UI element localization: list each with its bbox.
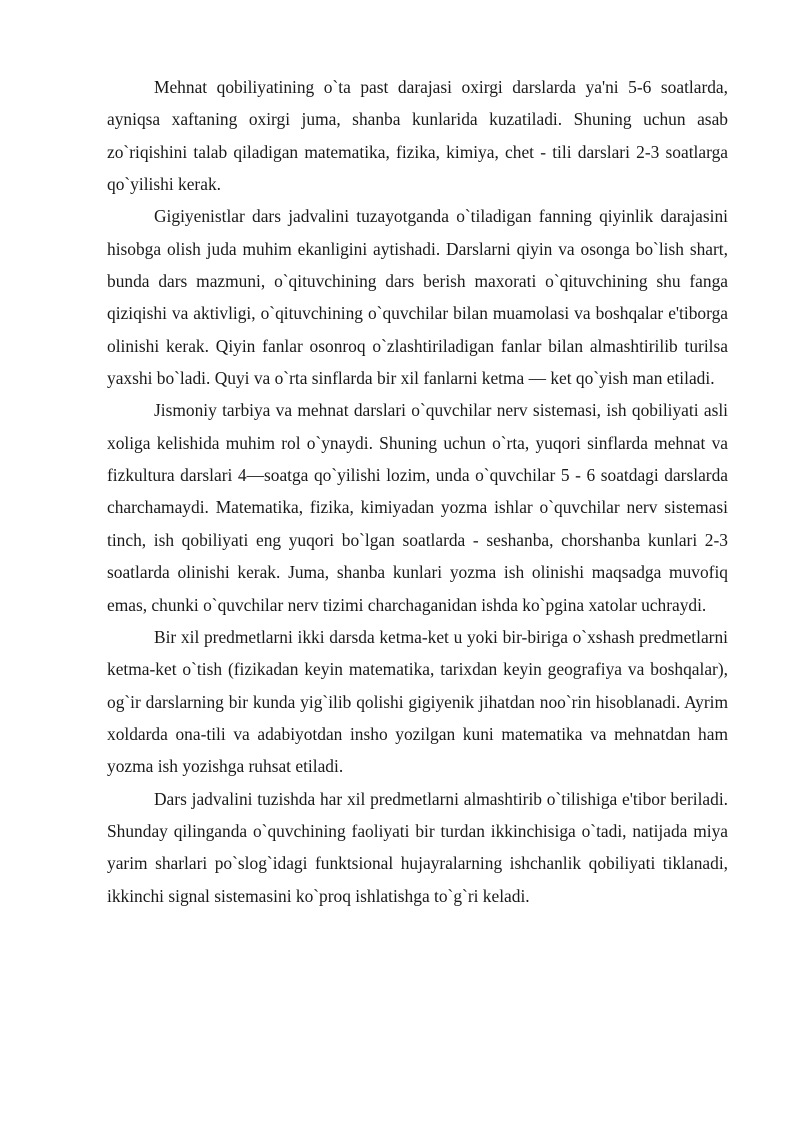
paragraph: Dars jadvalini tuzishda har xil predmetlarni almashtirib o`tilishiga e'tibor beriladi. Shunday qilinganda o`quvchining faoliyati bir turdan ikkinchisiga o`tadi, natijada miya yarim sharlari po`slog`idagi funktsional hujayralarning ishchanlik qobiliyati tiklanadi, ikkinchi signal sistemasini ko`proq ishlatishga to`g`ri keladi.: [107, 788, 728, 906]
paragraph: Jismoniy tarbiya va mehnat darslari o`quvchilar nerv sistemasi, ish qobiliyati asli xoliga kelishida muhim rol o`ynaydi. Shuning uchun o`rta, yuqori sinflarda mehnat va fizkultura darslari 4—soatga qo`yilishi lozim, unda o`quvchilar 5 - 6 soatdagi darslarda charchamaydi. Matematika, fizika, kimiyadan yozma ishlar o`quvchilar nerv sistemasi tinch, ish qobiliyati eng yuqori bo`lgan soatlarda - seshanba, chorshanba kunlari 2-3 soatlarda olinishi kerak. Juma, shanba kunlari yozma ish olinishi maqsadga muvofiq emas, chunki o`quvchilar nerv tizimi charchaganidan ishda ko`pgina xatolar uchraydi.: [107, 400, 728, 615]
paragraph: Mehnat qobiliyatining o`ta past darajasi oxirgi darslarda ya'ni 5-6 soatlarda, ayniqsa xaftaning oxirgi juma, shanba kunlarida kuzatiladi. Shuning uchun asab zo`riqishini talab qiladigan matematika, fizika, kimiya, chet - tili darslari 2-3 soatlarga qo`yilishi kerak.: [107, 77, 728, 195]
paragraph: Gigiyenistlar dars jadvalini tuzayotganda o`tiladigan fanning qiyinlik darajasini hisobga olish juda muhim ekanligini aytishadi. Darslarni qiyin va osonga bo`lish shart, bunda dars mazmuni, o`qituvchining dars berish maxorati o`qituvchining shu fanga qiziqishi va aktivligi, o`qituvchining o`quvchilar bilan muamolasi va boshqalar e'tiborga olinishi kerak. Qiyin fanlar osonroq o`zlashtiriladigan fanlar bilan almashtirilib turilsa yaxshi bo`ladi. Quyi va o`rta sinflarda bir xil fanlarni ketma — ket qo`yish man etiladi.: [107, 206, 728, 389]
document-body: [107, 71, 728, 912]
paragraph: Bir xil predmetlarni ikki darsda ketma-ket u yoki bir-biriga o`xshash predmetlarni ketma-ket o`tish (fizikadan keyin matematika, tarixdan keyin geografiya va boshqalar), og`ir darslarning bir kunda yig`ilib qolishi gigiyenik jihatdan noo`rin hisoblanadi. Ayrim xoldarda ona-tili va adabiyotdan insho yozilgan kuni matematika va mehnatdan ham yozma ish yozishga ruhsat etiladi.: [107, 626, 728, 777]
